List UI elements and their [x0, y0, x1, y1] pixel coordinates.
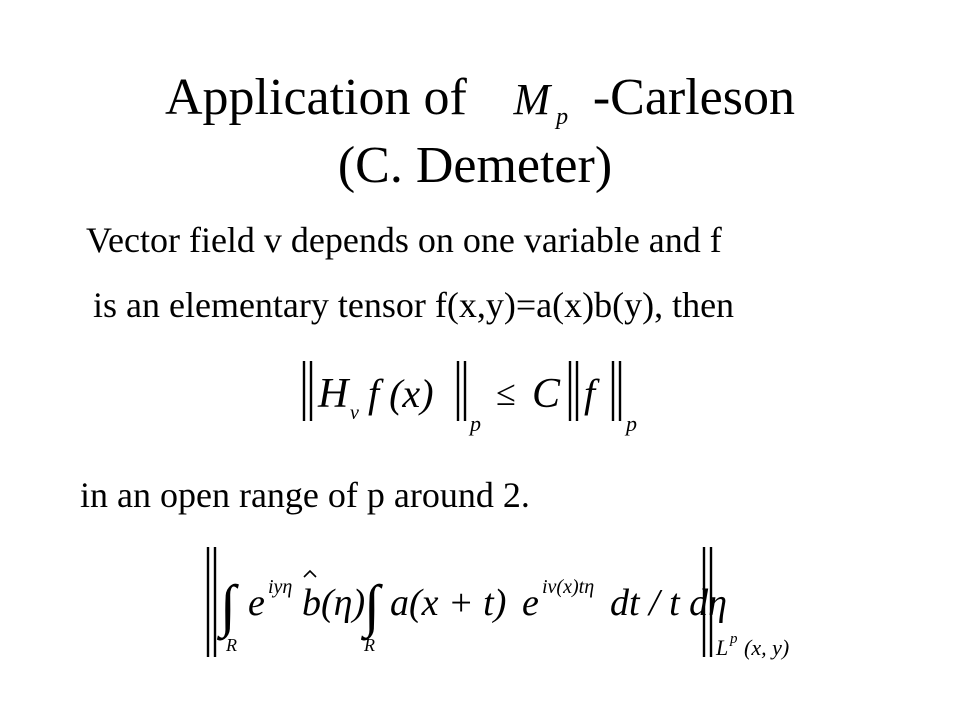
exponent-ivxt-eta: iv(x)tη: [542, 576, 595, 598]
body-line-2: is an elementary tensor f(x,y)=a(x)b(y), then: [93, 285, 735, 325]
title-text-after: -Carleson: [592, 69, 795, 126]
integral-domain-2: R: [364, 635, 375, 655]
operator-subscript-v: v: [350, 402, 359, 424]
constant-c: C: [532, 371, 561, 417]
norm-bars-left-close: [458, 361, 465, 421]
body-line-1: Vector field v depends on one variable and f: [86, 220, 722, 260]
factor-a-shifted: a(x + t): [390, 582, 507, 624]
exponential-base-2: e: [522, 582, 539, 624]
norm-bars-left-open: [304, 361, 311, 421]
mp-symbol-subscript: p: [556, 104, 569, 130]
integral-norm-equation: [204, 545, 824, 665]
integral-sign-1: ∫: [220, 573, 236, 638]
mp-symbol: [480, 72, 580, 130]
differential-terms: dt / t dη: [610, 582, 728, 624]
norm-subscript-args: (x, y): [744, 635, 790, 660]
integral-domain-1: R: [226, 635, 237, 655]
body-line-3: in an open range of p around 2.: [80, 475, 530, 515]
slide-subtitle: (C. Demeter): [337, 137, 613, 194]
exponent-iy-eta: iyη: [268, 576, 293, 598]
factor-b-of-eta: b(η): [302, 582, 366, 624]
hat-accent: [304, 571, 316, 577]
integral-sign-2: ∫: [364, 573, 380, 638]
norm-subscript-l: L: [716, 635, 729, 660]
less-or-equal-sign: ≤: [496, 373, 516, 413]
operator-h: H: [318, 371, 349, 417]
outer-norm-bars-open: [208, 547, 215, 657]
exponential-base-1: e: [248, 582, 265, 624]
norm-subscript-p-right: p: [626, 411, 637, 436]
norm-bars-right-open: [570, 361, 577, 421]
norm-subscript-p-left: p: [470, 411, 481, 436]
function-of-x: f (x): [368, 371, 434, 416]
function-f: f: [584, 371, 596, 416]
slide-title: [0, 69, 960, 130]
inequality-equation: [300, 355, 660, 445]
norm-bars-right-close: [613, 361, 620, 421]
title-text-before: Application of: [165, 69, 467, 126]
mp-symbol-main: M: [513, 75, 551, 124]
norm-subscript-l-power: p: [730, 631, 738, 647]
